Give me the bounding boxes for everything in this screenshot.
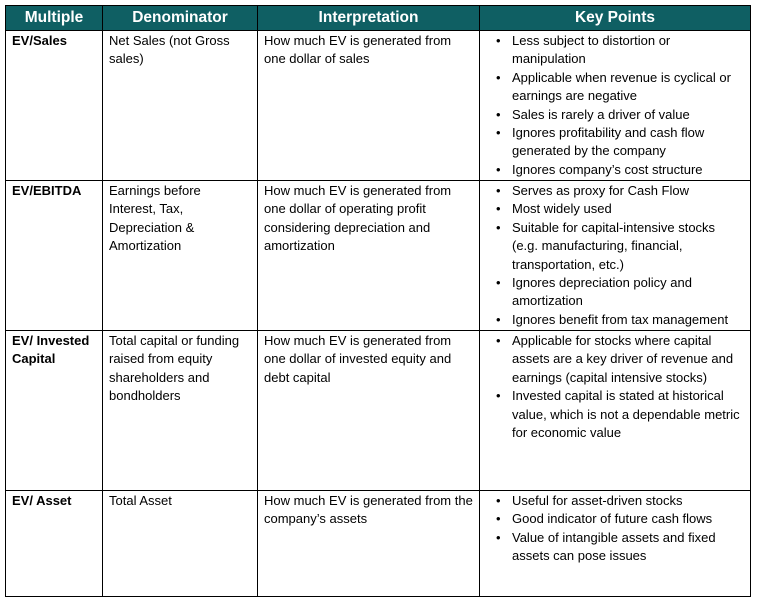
key-point-item: • Serves as proxy for Cash Flow [512, 182, 744, 200]
multiple-cell: EV/ Invested Capital [6, 331, 103, 491]
key-point-item: • Invested capital is stated at historical value, which is not a dependable metric for economic value [512, 387, 744, 442]
denominator-cell: Total capital or funding raised from equity shareholders and bondholders [103, 331, 258, 491]
multiple-cell: EV/Sales [6, 31, 103, 181]
key-point-item: • Useful for asset-driven stocks [512, 492, 744, 510]
denominator-cell: Total Asset [103, 491, 258, 597]
header-key-points: Key Points [480, 6, 751, 31]
key-points-cell [480, 331, 751, 491]
interpretation-cell: How much EV is generated from one dollar of invested equity and debt capital [258, 331, 480, 491]
key-point-item: • Good indicator of future cash flows [512, 510, 744, 528]
key-points-list [486, 182, 744, 329]
table-header-row [6, 6, 751, 31]
denominator-cell: Net Sales (not Gross sales) [103, 31, 258, 181]
header-denominator: Denominator [103, 6, 258, 31]
table-row [6, 491, 751, 597]
key-points-list [486, 332, 744, 442]
key-point-item: • Ignores benefit from tax management [512, 311, 744, 329]
interpretation-cell: How much EV is generated from the company’s assets [258, 491, 480, 597]
multiple-cell: EV/EBITDA [6, 181, 103, 331]
key-points-cell [480, 491, 751, 597]
denominator-cell: Earnings before Interest, Tax, Depreciation & Amortization [103, 181, 258, 331]
interpretation-cell: How much EV is generated from one dollar of sales [258, 31, 480, 181]
header-multiple: Multiple [6, 6, 103, 31]
multiple-cell: EV/ Asset [6, 491, 103, 597]
valuation-multiples-table [5, 5, 751, 597]
key-point-item: • Most widely used [512, 200, 744, 218]
header-interpretation: Interpretation [258, 6, 480, 31]
key-point-item: • Ignores depreciation policy and amortization [512, 274, 744, 311]
key-point-item: • Ignores company’s cost structure [512, 161, 744, 179]
key-points-list [486, 492, 744, 566]
key-point-item: • Less subject to distortion or manipulation [512, 32, 744, 69]
key-point-item: • Ignores profitability and cash flow generated by the company [512, 124, 744, 161]
key-points-cell [480, 181, 751, 331]
key-points-cell [480, 31, 751, 181]
table-row [6, 181, 751, 331]
key-points-list [486, 32, 744, 179]
interpretation-cell: How much EV is generated from one dollar of operating profit considering depreciation and amortization [258, 181, 480, 331]
multiples-table-container [5, 5, 751, 597]
table-row [6, 31, 751, 181]
key-point-item: • Applicable for stocks where capital assets are a key driver of revenue and earnings (capital intensive stocks) [512, 332, 744, 387]
key-point-item: • Sales is rarely a driver of value [512, 106, 744, 124]
key-point-item: • Suitable for capital-intensive stocks (e.g. manufacturing, financial, transportation, etc.) [512, 219, 744, 274]
table-row [6, 331, 751, 491]
key-point-item: • Value of intangible assets and fixed assets can pose issues [512, 529, 744, 566]
key-point-item: • Applicable when revenue is cyclical or earnings are negative [512, 69, 744, 106]
